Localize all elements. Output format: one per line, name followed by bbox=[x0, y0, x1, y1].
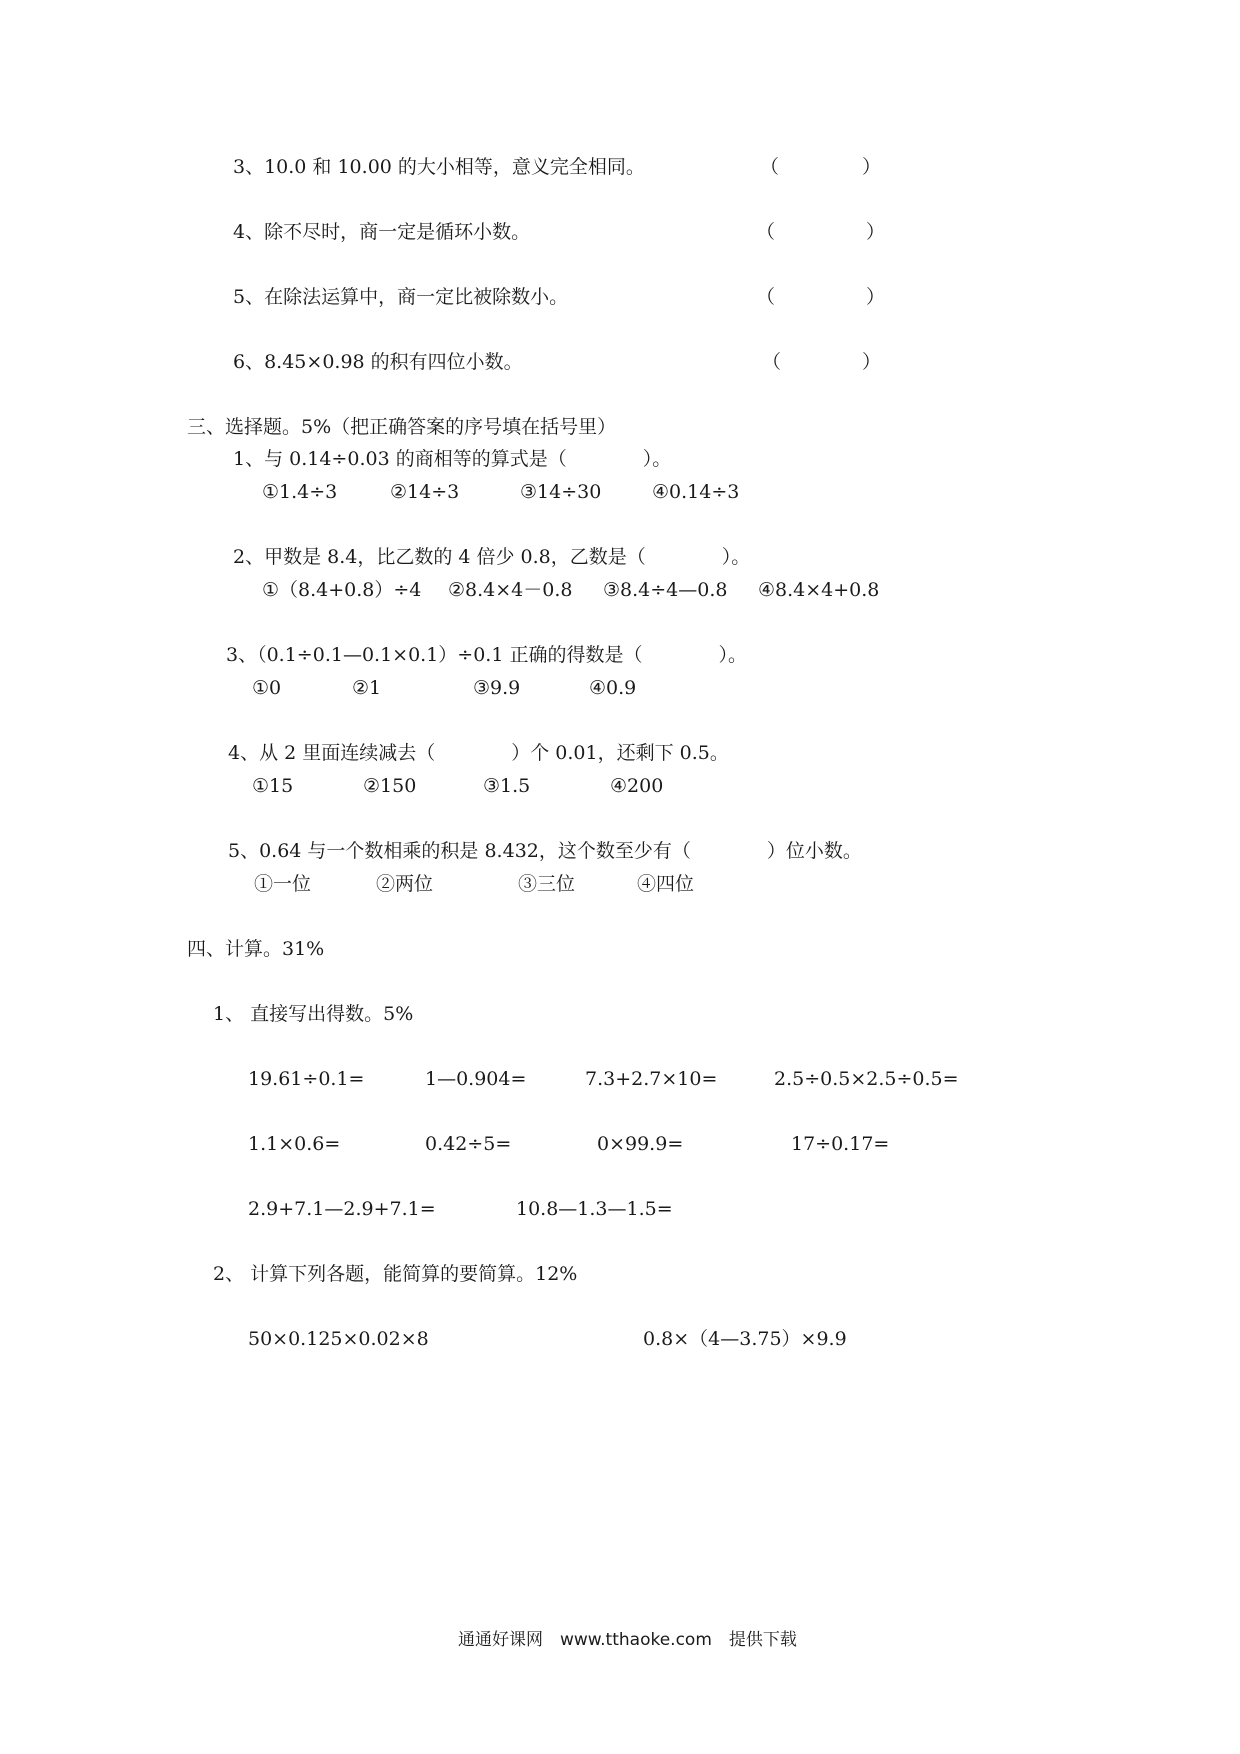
option-1[interactable]: ①0 bbox=[252, 677, 282, 699]
calc-expression: 7.3+2.7×10= bbox=[585, 1068, 718, 1090]
choice-question-3: 3、（0.1÷0.1—0.1×0.1）÷0.1 正确的得数是（ ）。 bbox=[226, 644, 747, 666]
calc-expression: 1—0.904= bbox=[425, 1068, 527, 1090]
option-4[interactable]: ④四位 bbox=[637, 873, 695, 895]
answer-paren-open[interactable]: （ bbox=[756, 221, 776, 243]
choice-question-5: 5、0.64 与一个数相乘的积是 8.432，这个数至少有（ ）位小数。 bbox=[228, 840, 862, 862]
answer-paren-close: ） bbox=[866, 286, 886, 308]
calc-expression: 0.8×（4—3.75）×9.9 bbox=[643, 1328, 847, 1350]
calc-expression: 50×0.125×0.02×8 bbox=[248, 1328, 429, 1350]
answer-paren-open[interactable]: （ bbox=[762, 351, 782, 373]
calc-expression: 2.9+7.1—2.9+7.1= bbox=[248, 1198, 436, 1220]
option-2[interactable]: ②1 bbox=[352, 677, 382, 699]
answer-paren-open[interactable]: （ bbox=[760, 156, 780, 178]
option-3[interactable]: ③1.5 bbox=[483, 775, 531, 797]
answer-paren-close: ） bbox=[862, 351, 882, 373]
judgment-item-4: 4、除不尽时，商一定是循环小数。 bbox=[233, 221, 531, 243]
answer-paren-close: ） bbox=[862, 156, 882, 178]
section-heading: 三、选择题。5%（把正确答案的序号填在括号里） bbox=[187, 416, 617, 438]
option-2[interactable]: ②8.4×4－0.8 bbox=[448, 579, 573, 601]
option-1[interactable]: ①15 bbox=[252, 775, 294, 797]
judgment-item-3: 3、10.0 和 10.00 的大小相等，意义完全相同。 bbox=[233, 156, 645, 178]
option-2[interactable]: ②14÷3 bbox=[390, 481, 460, 503]
choice-question-2: 2、甲数是 8.4，比乙数的 4 倍少 0.8，乙数是（ ）。 bbox=[233, 546, 751, 568]
answer-paren-open[interactable]: （ bbox=[756, 286, 776, 308]
calc-expression: 1.1×0.6= bbox=[248, 1133, 341, 1155]
calc-expression: 19.61÷0.1= bbox=[248, 1068, 365, 1090]
section-heading: 四、计算。31% bbox=[187, 938, 325, 960]
option-4[interactable]: ④8.4×4+0.8 bbox=[758, 579, 880, 601]
option-3[interactable]: ③14÷30 bbox=[520, 481, 602, 503]
option-1[interactable]: ①（8.4+0.8）÷4 bbox=[262, 579, 422, 601]
calc-expression: 2.5÷0.5×2.5÷0.5= bbox=[774, 1068, 959, 1090]
calc-expression: 17÷0.17= bbox=[791, 1133, 890, 1155]
footer-watermark: 通通好课网 www.tthaoke.com 提供下载 bbox=[458, 1630, 797, 1650]
calc-expression: 10.8—1.3—1.5= bbox=[516, 1198, 673, 1220]
option-4[interactable]: ④200 bbox=[610, 775, 664, 797]
option-4[interactable]: ④0.14÷3 bbox=[652, 481, 740, 503]
answer-paren-close: ） bbox=[866, 221, 886, 243]
choice-question-1: 1、与 0.14÷0.03 的商相等的算式是（ ）。 bbox=[233, 448, 672, 470]
calc-expression: 0.42÷5= bbox=[425, 1133, 512, 1155]
subsection-title: 2、 计算下列各题，能简算的要简算。12% bbox=[213, 1263, 578, 1285]
judgment-item-5: 5、在除法运算中，商一定比被除数小。 bbox=[233, 286, 569, 308]
subsection-title: 1、 直接写出得数。5% bbox=[213, 1003, 414, 1025]
option-2[interactable]: ②150 bbox=[363, 775, 417, 797]
option-1[interactable]: ①一位 bbox=[254, 873, 312, 895]
option-3[interactable]: ③9.9 bbox=[473, 677, 521, 699]
option-2[interactable]: ②两位 bbox=[376, 873, 434, 895]
judgment-item-6: 6、8.45×0.98 的积有四位小数。 bbox=[233, 351, 523, 373]
choice-question-4: 4、从 2 里面连续减去（ ）个 0.01，还剩下 0.5。 bbox=[228, 742, 729, 764]
option-3[interactable]: ③8.4÷4—0.8 bbox=[603, 579, 728, 601]
option-3[interactable]: ③三位 bbox=[518, 873, 576, 895]
option-1[interactable]: ①1.4÷3 bbox=[262, 481, 338, 503]
calc-expression: 0×99.9= bbox=[597, 1133, 684, 1155]
option-4[interactable]: ④0.9 bbox=[589, 677, 637, 699]
